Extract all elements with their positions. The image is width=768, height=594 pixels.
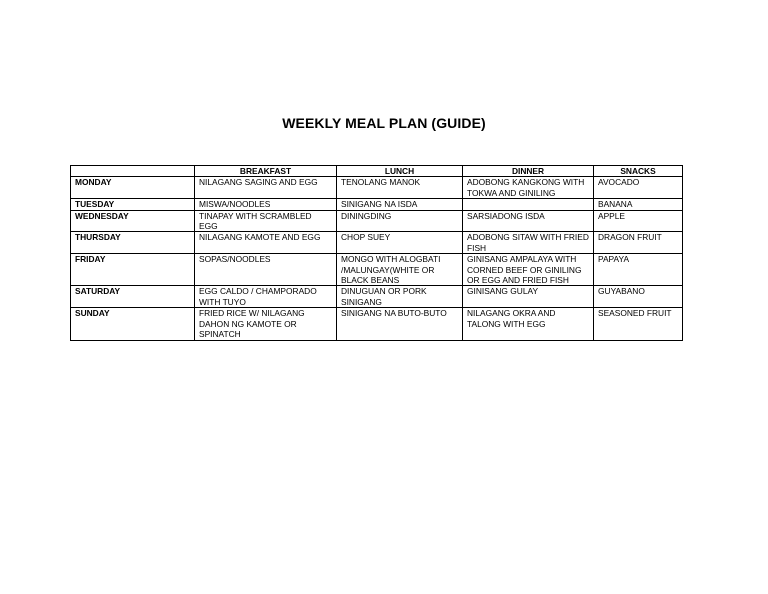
snacks-cell: BANANA	[594, 199, 683, 210]
page-title: WEEKLY MEAL PLAN (GUIDE)	[282, 115, 486, 131]
snacks-cell: DRAGON FRUIT	[594, 232, 683, 254]
breakfast-cell: SOPAS/NOODLES	[195, 254, 337, 286]
snacks-cell: GUYABANO	[594, 286, 683, 308]
header-lunch: LUNCH	[337, 166, 463, 177]
lunch-cell: MONGO WITH ALOGBATI /MALUNGAY(WHITE OR BLACK BEANS	[337, 254, 463, 286]
dinner-cell	[463, 199, 594, 210]
day-cell: TUESDAY	[71, 199, 195, 210]
table-row	[71, 254, 683, 286]
table-row	[71, 177, 683, 199]
day-cell: MONDAY	[71, 177, 195, 199]
lunch-cell: SINIGANG NA ISDA	[337, 199, 463, 210]
lunch-cell: DININGDING	[337, 210, 463, 232]
day-cell: FRIDAY	[71, 254, 195, 286]
meal-plan-table	[70, 165, 683, 341]
breakfast-cell: NILAGANG SAGING AND EGG	[195, 177, 337, 199]
table-row	[71, 308, 683, 340]
table-header-row	[71, 166, 683, 177]
table-row	[71, 232, 683, 254]
header-dinner: DINNER	[463, 166, 594, 177]
header-day	[71, 166, 195, 177]
table-row	[71, 286, 683, 308]
snacks-cell: SEASONED FRUIT	[594, 308, 683, 340]
day-cell: WEDNESDAY	[71, 210, 195, 232]
breakfast-cell: FRIED RICE W/ NILAGANG DAHON NG KAMOTE OR SPINATCH	[195, 308, 337, 340]
day-cell: THURSDAY	[71, 232, 195, 254]
breakfast-cell: EGG CALDO / CHAMPORADO WITH TUYO	[195, 286, 337, 308]
dinner-cell: NILAGANG OKRA AND TALONG WITH EGG	[463, 308, 594, 340]
lunch-cell: CHOP SUEY	[337, 232, 463, 254]
header-breakfast: BREAKFAST	[195, 166, 337, 177]
breakfast-cell: MISWA/NOODLES	[195, 199, 337, 210]
dinner-cell: GINISANG AMPALAYA WITH CORNED BEEF OR GINILING OR EGG AND FRIED FISH	[463, 254, 594, 286]
day-cell: SATURDAY	[71, 286, 195, 308]
lunch-cell: SINIGANG NA BUTO-BUTO	[337, 308, 463, 340]
table-row	[71, 199, 683, 210]
snacks-cell: APPLE	[594, 210, 683, 232]
header-snacks: SNACKS	[594, 166, 683, 177]
snacks-cell: AVOCADO	[594, 177, 683, 199]
snacks-cell: PAPAYA	[594, 254, 683, 286]
table-row	[71, 210, 683, 232]
lunch-cell: TENOLANG MANOK	[337, 177, 463, 199]
dinner-cell: GINISANG GULAY	[463, 286, 594, 308]
breakfast-cell: TINAPAY WITH SCRAMBLED EGG	[195, 210, 337, 232]
lunch-cell: DINUGUAN OR PORK SINIGANG	[337, 286, 463, 308]
dinner-cell: SARSIADONG ISDA	[463, 210, 594, 232]
day-cell: SUNDAY	[71, 308, 195, 340]
dinner-cell: ADOBONG KANGKONG WITH TOKWA AND GINILING	[463, 177, 594, 199]
dinner-cell: ADOBONG SITAW WITH FRIED FISH	[463, 232, 594, 254]
breakfast-cell: NILAGANG KAMOTE AND EGG	[195, 232, 337, 254]
